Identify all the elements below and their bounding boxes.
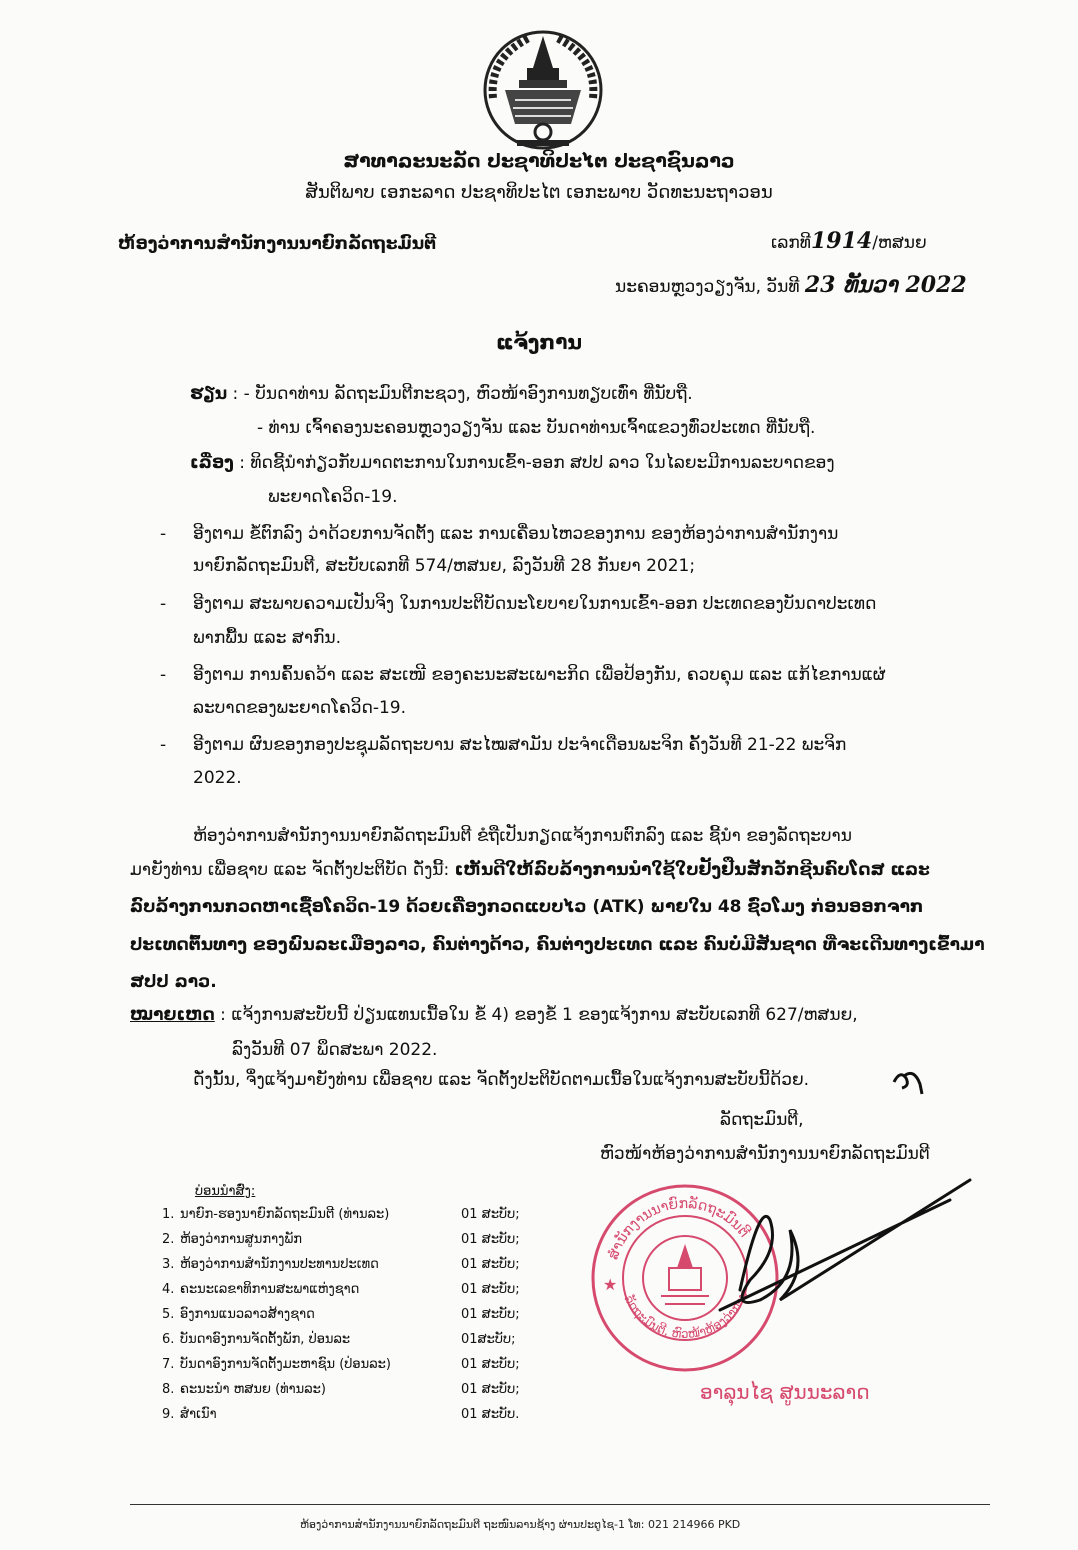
reference-2-line-2: ພາກພື້ນ ແລະ ສາກົນ. [193,628,341,648]
signatory-title-2: ຫົວໜ້າຫ້ອງວ່າການສຳນັກງານນາຍົກລັດຖະມົນຕີ [600,1144,930,1164]
signatory-title-1: ລັດຖະມົນຕີ, [720,1110,804,1130]
seal-bottom-text: ລັດຖະມົນຕີ, ຫົວໜ້າຫ້ອງວ່າການ [621,1288,751,1342]
cc-item: 5. ອົງການແນວລາວສ້າງຊາດ 01 ສະບັບ; [162,1307,520,1322]
republic-name: ສາທາລະນະລັດ ປະຊາທິປະໄຕ ປະຊາຊົນລາວ [343,150,735,172]
cc-item: 3. ຫ້ອງວ່າການສຳນັກງານປະທານປະເທດ 01 ສະບັບ; [162,1257,520,1272]
recipients-line-2: - ທ່ານ ເຈົ້າຄອງນະຄອນຫຼວງວຽງຈັນ ແລະ ບັນດາທ່ານເຈົ້າແຂວງທົ່ວປະເທດ ທີ່ນັບຖື. [257,418,816,438]
reference-2-line-1: ອີງຕາມ ສະພາບຄວາມເປັນຈິງ ໃນການປະຕິບັດນະໂຍບາຍໃນການເຂົ້າ-ອອກ ປະເທດຂອງບັນດາປະເທດ [193,594,877,614]
reference-4-line-1: ອີງຕາມ ຜົນຂອງກອງປະຊຸມລັດຖະບານ ສະໄໝສາມັນ ປະຈຳເດືອນພະຈິກ ຄັ້ງວັນທີ 21-22 ພະຈິກ [193,735,847,755]
place-date [615,272,967,298]
number-prefix: ເລກທີ [771,233,811,253]
svg-text:★: ★ [603,1275,618,1294]
number-handwritten: 1914 [810,228,873,254]
cc-item: 9. ສຳເນົາ 01 ສະບັບ. [162,1407,520,1422]
bullet: - [160,735,167,755]
note-line-1 [130,1005,858,1026]
bullet: - [160,665,167,685]
recipients-line-1 [190,384,693,405]
closing-text: ດັ່ງນັ້ນ, ຈຶ່ງແຈ້ງມາຍັງທ່ານ ເພື່ອຊາບ ແລະ ຈັດຕັ້ງປະຕິບັດຕາມເນື້ອໃນແຈ້ງການສະບັບນີ້ດ້ວຍ. [193,1070,810,1090]
bullet: - [160,594,167,614]
seal-top-text: ສຳນັກງານນາຍົກລັດຖະມົນຕີ [605,1195,753,1262]
cc-item: 4. ຄະນະເລຂາທິການສະພາແຫ່ງຊາດ 01 ສະບັບ; [162,1282,520,1297]
reference-1-line-1: ອີງຕາມ ຂໍ້ຕົກລົງ ວ່າດ້ວຍການຈັດຕັ້ງ ແລະ ການເຄື່ອນໄຫວຂອງການ ຂອງຫ້ອງວ່າການສຳນັກງານ [193,524,839,544]
signatory-name: ອາລຸນໄຊ ສູນນະລາດ [700,1380,870,1404]
reference-3-line-1: ອີງຕາມ ການຄົ້ນຄວ້າ ແລະ ສະເໜີ ຂອງຄະນະສະເພາະກິດ ເພື່ອປ້ອງກັນ, ຄວບຄຸມ ແລະ ແກ້ໄຂການແຜ່ [193,665,886,685]
cc-title: ບ່ອນນຳສົ່ງ: [195,1184,256,1199]
recipients-label: ຮຽນ [190,384,228,404]
body-line-4: ປະເທດຕົ້ນທາງ ຂອງພົນລະເມືອງລາວ, ຄົນຕ່າງດ້າວ, ຄົນຕ່າງປະເທດ ແລະ ຄົນບໍ່ມີສັນຊາດ ທີ່ຈະເດີນທາງເຂົ້າມາ [130,935,985,955]
subject-text-1: : ທິດຊີ້ນຳກ່ຽວກັບມາດຕະການໃນການເຂົ້າ-ອອກ ສປປ ລາວ ໃນໄລຍະມີການລະບາດຂອງ [239,453,835,473]
bullet: - [160,524,167,544]
reference-4-line-2: 2022. [193,768,242,788]
reference-1-line-2: ນາຍົກລັດຖະມົນຕີ, ສະບັບເລກທີ 574/ຫສນຍ, ລົງວັນທີ 28 ກັນຍາ 2021; [193,556,696,576]
footer-address: ຫ້ອງວ່າການສຳນັກງານນາຍົກລັດຖະມົນຕີ ຖະໜົນລານຊ້າງ ຜ່ານປະຕູໄຊ-1 ໂທ: 021 214966 PKD [300,1518,741,1531]
date-handwritten: 23 ທັນວາ 2022 [804,272,967,298]
initials-mark [890,1064,926,1098]
body-line-5: ສປປ ລາວ. [130,972,217,992]
number-suffix: /ຫສນຍ [872,233,927,253]
cc-item: 7. ບັນດາອົງການຈັດຕັ້ງມະຫາຊົນ (ປ່ອນລະ) 01 ສະບັບ; [162,1357,520,1372]
cc-item: 8. ຄະນະນຳ ຫສນຍ (ທ່ານລະ) 01 ສະບັບ; [162,1382,520,1397]
lao-national-emblem [479,28,607,152]
note-text-1: : ແຈ້ງການສະບັບນີ້ ປ່ຽນແທນເນື້ອໃນ ຂໍ້ 4) ຂອງຂໍ້ 1 ຂອງແຈ້ງການ ສະບັບເລກທີ 627/ຫສນຍ, [214,1005,858,1025]
body-line-3: ລົບລ້າງການກວດຫາເຊື້ອໂຄວິດ-19 ດ້ວຍເຄື່ອງກວດແບບໄວ (ATK) ພາຍໃນ 48 ຊົ່ວໂມງ ກ່ອນອອກຈາກ [130,897,924,917]
body-line-2-bold: ເຫັນດີໃຫ້ລົບລ້າງການນຳໃຊ້ໃບຢັ້ງຢືນສັກວັກຊີນຄົບໂດສ ແລະ [454,860,930,880]
cc-item: 1. ນາຍົກ-ຮອງນາຍົກລັດຖະມົນຕີ (ທ່ານລະ) 01 ສະບັບ; [162,1207,520,1222]
national-motto: ສັນຕິພາບ ເອກະລາດ ປະຊາທິປະໄຕ ເອກະພາບ ວັດທະນະຖາວອນ [305,182,773,203]
cc-item: 6. ບັນດາອົງການຈັດຕັ້ງພັກ, ປ່ອນລະ 01ສະບັບ; [162,1332,516,1347]
subject-line-2: ພະຍາດໂຄວິດ-19. [268,487,398,507]
cc-item: 2. ຫ້ອງວ່າການສູນກາງພັກ 01 ສະບັບ; [162,1232,520,1247]
subject-line-1 [190,453,835,474]
body-line-2 [130,860,930,881]
body-line-1: ຫ້ອງວ່າການສຳນັກງານນາຍົກລັດຖະມົນຕີ ຂໍຖືເປັນກຽດແຈ້ງການຕົກລົງ ແລະ ຊີ້ນຳ ຂອງລັດຖະບານ [193,826,852,846]
note-label: ໝາຍເຫດ [130,1005,215,1025]
issuing-office: ຫ້ອງວ່າການສຳນັກງານນາຍົກລັດຖະມົນຕີ [118,234,437,254]
place-label: ນະຄອນຫຼວງວຽງຈັນ, ວັນທີ [615,277,800,297]
reference-3-line-2: ລະບາດຂອງພະຍາດໂຄວິດ-19. [193,698,407,718]
body-line-2-plain: ມາຍັງທ່ານ ເພື່ອຊາບ ແລະ ຈັດຕັ້ງປະຕິບັດ ດັ່ງນີ້: [130,860,455,880]
subject-label: ເລື່ອງ [190,453,234,473]
reference-number [771,228,927,254]
signature [700,1160,990,1320]
footer-divider [130,1504,990,1505]
note-line-2: ລົງວັນທີ 07 ພຶດສະພາ 2022. [232,1040,438,1060]
recipients-text-1: : - ບັນດາທ່ານ ລັດຖະມົນຕີກະຊວງ, ຫົວໜ້າອົງການທຽບເທົ່າ ທີ່ນັບຖື. [232,384,693,404]
document-title: ແຈ້ງການ [495,330,583,354]
